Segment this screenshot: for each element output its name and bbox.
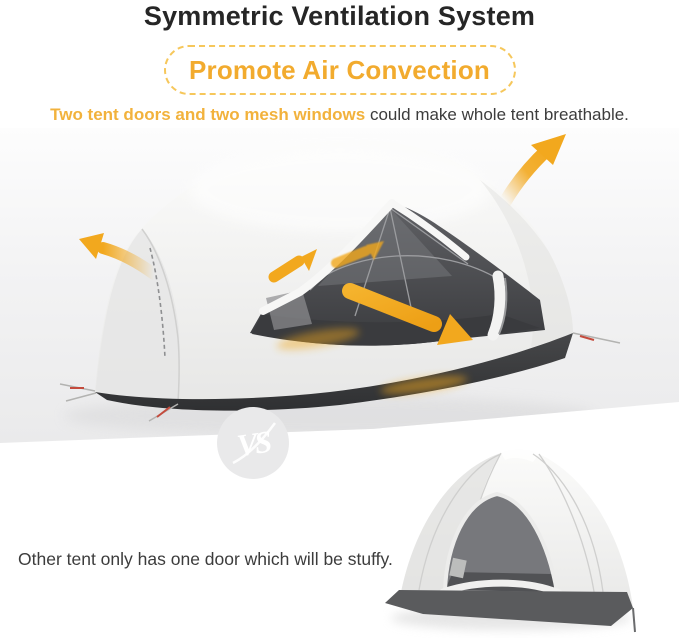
promo-badge-label: Promote Air Convection (188, 54, 491, 85)
promo-badge (164, 45, 516, 95)
subtitle-rest: could make whole tent breathable. (365, 105, 629, 124)
main-tent-photo (0, 128, 679, 443)
single-door-tent-illustration (383, 440, 639, 638)
other-tent-caption: Other tent only has one door which will be stuffy. (18, 549, 393, 569)
airflow-arrow-top-up-right (505, 134, 566, 202)
subtitle-highlight: Two tent doors and two mesh windows (50, 105, 366, 124)
page-title: Symmetric Ventilation System (143, 1, 536, 31)
skirt-corner-line (633, 608, 635, 632)
fly-highlight (190, 148, 490, 232)
other-tent-photo (383, 440, 639, 638)
vs-label: VS (234, 423, 272, 463)
vs-badge (217, 407, 289, 479)
subtitle (0, 105, 679, 125)
two-door-tent-illustration (0, 128, 679, 443)
